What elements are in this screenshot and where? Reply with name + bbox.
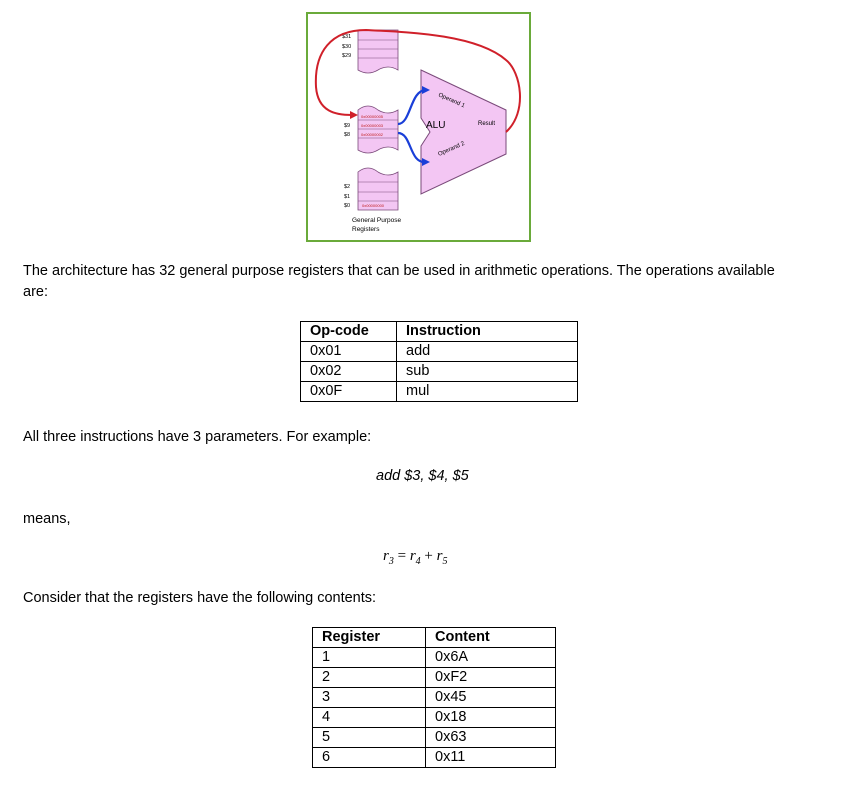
formula-plus: + (420, 548, 437, 564)
opcode-cell: 0x0F (301, 382, 397, 402)
table-row (313, 688, 556, 708)
formula-sub: 3 (388, 556, 394, 567)
alu-label: ALU (426, 120, 446, 131)
formula (383, 548, 447, 567)
register-cell: 5 (313, 728, 426, 748)
opcode-cell: 0x01 (301, 342, 397, 362)
table-row (313, 648, 556, 668)
register-cell: 1 (313, 648, 426, 668)
register-label: $30 (342, 44, 352, 50)
instruction-cell: mul (397, 382, 578, 402)
example-instruction: add $3, $4, $5 (376, 468, 469, 484)
register-table (312, 627, 556, 768)
formula-sub: 5 (442, 556, 448, 567)
column-header: Content (426, 628, 556, 648)
table-header-row (301, 322, 578, 342)
register-alu-diagram (306, 12, 531, 242)
intro-line: are: (23, 284, 48, 300)
table-row (301, 342, 578, 362)
register-cell: 2 (313, 668, 426, 688)
table-row (313, 748, 556, 768)
table-row (301, 362, 578, 382)
content-cell: 0x45 (426, 688, 556, 708)
params-text: All three instructions have 3 parameters. For example: (23, 429, 372, 445)
register-cell: 3 (313, 688, 426, 708)
content-cell: 0x11 (426, 748, 556, 768)
means-text: means, (23, 511, 71, 527)
column-header: Op-code (301, 322, 397, 342)
content-cell: 0xF2 (426, 668, 556, 688)
instruction-cell: add (397, 342, 578, 362)
register-label: $8 (344, 132, 351, 138)
register-value: 0x00000003 (361, 123, 384, 128)
formula-eq: = (393, 548, 410, 564)
register-label: $31 (342, 34, 352, 40)
table-row (313, 668, 556, 688)
column-header: Instruction (397, 322, 578, 342)
table-header-row (313, 628, 556, 648)
register-block-top (358, 30, 398, 73)
register-label: $9 (344, 123, 351, 129)
formula-var: r (436, 548, 443, 564)
content-cell: 0x63 (426, 728, 556, 748)
opcode-table (300, 321, 578, 402)
register-label: $29 (342, 53, 352, 59)
register-label: $1 (344, 194, 351, 200)
intro-paragraph (23, 261, 843, 303)
formula-sub: 4 (415, 556, 421, 567)
operand2-label: Operand 2 (437, 140, 466, 158)
register-cell: 6 (313, 748, 426, 768)
register-label: $2 (344, 184, 351, 190)
register-label: $0 (344, 203, 351, 209)
content-cell: 0x6A (426, 648, 556, 668)
formula-var: r (383, 548, 389, 564)
formula-var: r (409, 548, 416, 564)
register-value: 0x00000002 (361, 132, 384, 137)
column-header: Register (313, 628, 426, 648)
table-row (313, 708, 556, 728)
operand1-label: Operand 1 (437, 92, 466, 110)
intro-line: The architecture has 32 general purpose registers that can be used in arithmetic operations. The operations available (23, 263, 775, 279)
table-row (313, 728, 556, 748)
register-cell: 4 (313, 708, 426, 728)
table-row (301, 382, 578, 402)
content-cell: 0x18 (426, 708, 556, 728)
register-value: 0x00000005 (361, 114, 384, 119)
result-label: Result (478, 121, 496, 127)
register-value: 0x00000000 (362, 203, 385, 208)
consider-text: Consider that the registers have the following contents: (23, 590, 377, 606)
diagram-caption: Registers (352, 226, 380, 233)
instruction-cell: sub (397, 362, 578, 382)
diagram-caption: General Purpose (352, 217, 402, 224)
opcode-cell: 0x02 (301, 362, 397, 382)
